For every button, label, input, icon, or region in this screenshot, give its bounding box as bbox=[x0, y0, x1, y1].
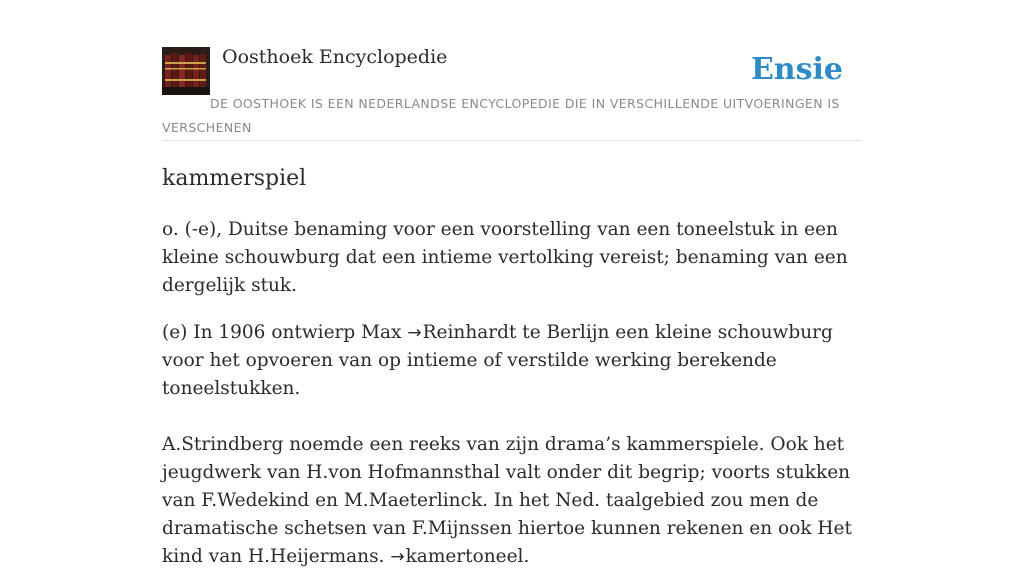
paragraph-text: (e) In 1906 ontwierp Max bbox=[162, 322, 408, 343]
article-title: kammerspiel bbox=[162, 166, 307, 191]
article-definition: o. (-e), Duitse benaming voor een voorstelling van een toneelstuk in een kleine schouwburg dat een intieme vertolking vereist; benaming van een dergelijk stuk. bbox=[162, 219, 848, 296]
site-title[interactable]: Oosthoek Encyclopedie bbox=[222, 46, 448, 68]
arrow-right-icon: → bbox=[407, 323, 422, 343]
link-label: kamertoneel bbox=[405, 546, 524, 567]
brand-logo[interactable]: Ensie bbox=[750, 52, 843, 87]
link-reinhardt[interactable] bbox=[407, 322, 516, 343]
book-spines-icon[interactable] bbox=[162, 47, 210, 95]
paragraph-end: . bbox=[523, 546, 530, 567]
site-header bbox=[162, 44, 862, 141]
article bbox=[162, 160, 862, 571]
article-paragraph-examples bbox=[162, 431, 862, 571]
article-paragraph-history bbox=[162, 319, 862, 403]
link-label: Reinhardt bbox=[422, 322, 517, 343]
paragraph-text: te Berlijn een kleine schouwburg voor het opvoeren van op intieme of verstilde werking berekende toneelstukken. bbox=[162, 322, 833, 399]
paragraph-text: A.Strindberg noemde een reeks van zijn drama’s kammerspiele. Ook het jeugdwerk van H.von Hofmannsthal valt onder dit begrip; voorts stukken van F.Wedekind en M.Maeterlinck. In het Ned. taalgebied zou men de dramatische schetsen van F.Mijnssen hiertoe kunnen rekenen en ook Het kind van H.Heijermans. bbox=[162, 434, 852, 567]
arrow-right-icon: → bbox=[390, 547, 405, 567]
link-kamertoneel[interactable] bbox=[390, 546, 523, 567]
site-tagline: DE OOSTHOEK IS EEN NEDERLANDSE ENCYCLOPEDIE DIE IN VERSCHILLENDE UITVOERINGEN IS VERSCHENEN bbox=[162, 96, 840, 135]
